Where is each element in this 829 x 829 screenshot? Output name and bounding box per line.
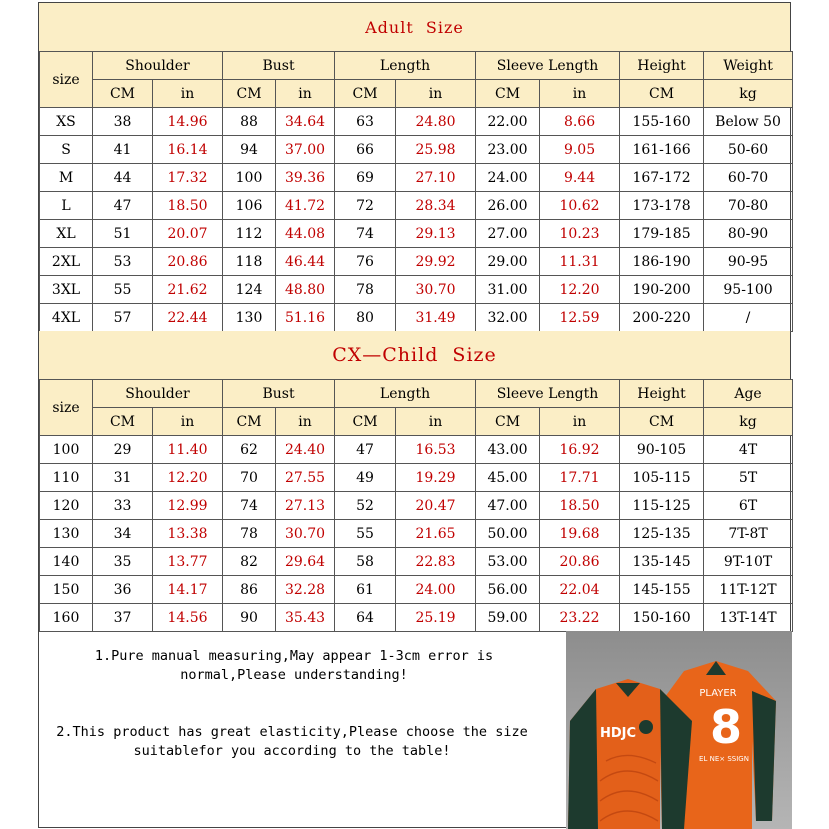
cell-height: 125-135 [620, 520, 704, 548]
unit-bust-in: in [276, 80, 335, 108]
cell-height: 90-105 [620, 436, 704, 464]
cell-length-in: 28.34 [396, 192, 476, 220]
table-row [40, 220, 793, 248]
age-header: Age [704, 380, 793, 408]
cell-bust-in: 29.64 [276, 548, 335, 576]
cell-length-cm: 66 [335, 136, 396, 164]
cell-size: 100 [40, 436, 93, 464]
cell-size: 3XL [40, 276, 93, 304]
cell-bust-cm: 88 [223, 108, 276, 136]
cell-shoulder-cm: 51 [93, 220, 153, 248]
size-header: size [40, 380, 93, 436]
unit-sleeve-cm: CM [476, 80, 540, 108]
cell-size: 120 [40, 492, 93, 520]
cell-shoulder-in: 12.99 [153, 492, 223, 520]
cell-bust-in: 34.64 [276, 108, 335, 136]
cell-size: 130 [40, 520, 93, 548]
adult-size-title: Adult Size [39, 3, 790, 51]
cell-bust-cm: 130 [223, 304, 276, 332]
cell-shoulder-cm: 35 [93, 548, 153, 576]
back-number-text: 8 [709, 700, 743, 754]
notes-panel [39, 631, 554, 828]
table-row [40, 192, 793, 220]
cell-bust-in: 46.44 [276, 248, 335, 276]
length-header: Length [335, 380, 476, 408]
child-size-table [39, 379, 793, 632]
cell-bust-cm: 62 [223, 436, 276, 464]
cell-shoulder-cm: 53 [93, 248, 153, 276]
cell-sleeve-cm: 59.00 [476, 604, 540, 632]
cell-size: 110 [40, 464, 93, 492]
cell-shoulder-cm: 37 [93, 604, 153, 632]
cell-height: 161-166 [620, 136, 704, 164]
unit-sleeve-cm: CM [476, 408, 540, 436]
cell-sleeve-in: 9.05 [540, 136, 620, 164]
unit-height-cm: CM [620, 408, 704, 436]
cell-length-cm: 80 [335, 304, 396, 332]
unit-bust-in: in [276, 408, 335, 436]
cell-sleeve-cm: 27.00 [476, 220, 540, 248]
cell-length-cm: 64 [335, 604, 396, 632]
cell-shoulder-in: 13.77 [153, 548, 223, 576]
cell-bust-cm: 106 [223, 192, 276, 220]
cell-sleeve-in: 8.66 [540, 108, 620, 136]
table-row [40, 604, 793, 632]
cell-sleeve-cm: 43.00 [476, 436, 540, 464]
cell-sleeve-in: 10.23 [540, 220, 620, 248]
cell-last: / [704, 304, 793, 332]
cell-shoulder-cm: 34 [93, 520, 153, 548]
cell-shoulder-cm: 47 [93, 192, 153, 220]
length-header: Length [335, 52, 476, 80]
cell-shoulder-cm: 38 [93, 108, 153, 136]
cell-sleeve-in: 23.22 [540, 604, 620, 632]
cell-bust-in: 51.16 [276, 304, 335, 332]
cell-size: 150 [40, 576, 93, 604]
cell-sleeve-in: 16.92 [540, 436, 620, 464]
cell-length-cm: 49 [335, 464, 396, 492]
child-header-row [40, 380, 793, 408]
cell-length-cm: 63 [335, 108, 396, 136]
cell-sleeve-in: 22.04 [540, 576, 620, 604]
cell-length-cm: 72 [335, 192, 396, 220]
cell-shoulder-in: 20.86 [153, 248, 223, 276]
table-row [40, 492, 793, 520]
cell-length-in: 24.00 [396, 576, 476, 604]
cell-shoulder-cm: 44 [93, 164, 153, 192]
cell-height: 190-200 [620, 276, 704, 304]
note-measuring: 1.Pure manual measuring,May appear 1-3cm error is normal,Please understanding! [94, 648, 502, 683]
table-row [40, 464, 793, 492]
cell-shoulder-in: 13.38 [153, 520, 223, 548]
table-row [40, 136, 793, 164]
cell-sleeve-cm: 31.00 [476, 276, 540, 304]
table-row [40, 436, 793, 464]
cell-bust-in: 27.55 [276, 464, 335, 492]
child-unit-row [40, 408, 793, 436]
child-size-title: CX—Child Size [39, 331, 790, 379]
unit-shoulder-in: in [153, 408, 223, 436]
unit-bust-cm: CM [223, 80, 276, 108]
sleeve-length-header: Sleeve Length [476, 380, 620, 408]
cell-height: 155-160 [620, 108, 704, 136]
back-name-text: PLAYER [699, 688, 737, 699]
table-row [40, 108, 793, 136]
cell-shoulder-in: 14.17 [153, 576, 223, 604]
cell-shoulder-in: 18.50 [153, 192, 223, 220]
table-row [40, 248, 793, 276]
cell-length-in: 22.83 [396, 548, 476, 576]
cell-height: 150-160 [620, 604, 704, 632]
cell-shoulder-in: 17.32 [153, 164, 223, 192]
cell-shoulder-cm: 29 [93, 436, 153, 464]
weight-header: Weight [704, 52, 793, 80]
cell-last: 11T-12T [704, 576, 793, 604]
cell-sleeve-in: 10.62 [540, 192, 620, 220]
cell-length-in: 21.65 [396, 520, 476, 548]
cell-sleeve-cm: 32.00 [476, 304, 540, 332]
cell-sleeve-cm: 22.00 [476, 108, 540, 136]
cell-sleeve-in: 9.44 [540, 164, 620, 192]
unit-weight-unit: kg [704, 80, 793, 108]
size-chart [38, 2, 791, 828]
table-row [40, 276, 793, 304]
cell-last: 7T-8T [704, 520, 793, 548]
cell-size: M [40, 164, 93, 192]
cell-length-cm: 74 [335, 220, 396, 248]
cell-shoulder-in: 14.56 [153, 604, 223, 632]
cell-bust-cm: 82 [223, 548, 276, 576]
adult-header-row [40, 52, 793, 80]
cell-sleeve-in: 18.50 [540, 492, 620, 520]
cell-bust-in: 27.13 [276, 492, 335, 520]
cell-length-cm: 47 [335, 436, 396, 464]
cell-sleeve-cm: 50.00 [476, 520, 540, 548]
cell-last: 60-70 [704, 164, 793, 192]
cell-bust-in: 37.00 [276, 136, 335, 164]
cell-length-cm: 55 [335, 520, 396, 548]
cell-length-cm: 61 [335, 576, 396, 604]
cell-shoulder-in: 16.14 [153, 136, 223, 164]
height-header: Height [620, 380, 704, 408]
cell-shoulder-in: 20.07 [153, 220, 223, 248]
cell-size: S [40, 136, 93, 164]
cell-shoulder-cm: 55 [93, 276, 153, 304]
cell-shoulder-in: 12.20 [153, 464, 223, 492]
cell-bust-in: 32.28 [276, 576, 335, 604]
cell-length-cm: 69 [335, 164, 396, 192]
cell-sleeve-cm: 29.00 [476, 248, 540, 276]
cell-bust-in: 30.70 [276, 520, 335, 548]
cell-bust-cm: 74 [223, 492, 276, 520]
adult-size-table [39, 51, 793, 332]
cell-last: Below 50 [704, 108, 793, 136]
cell-height: 186-190 [620, 248, 704, 276]
cell-bust-cm: 86 [223, 576, 276, 604]
table-row [40, 304, 793, 332]
cell-sleeve-cm: 45.00 [476, 464, 540, 492]
cell-shoulder-cm: 57 [93, 304, 153, 332]
cell-bust-cm: 90 [223, 604, 276, 632]
shoulder-header: Shoulder [93, 380, 223, 408]
adult-unit-row [40, 80, 793, 108]
cell-length-in: 20.47 [396, 492, 476, 520]
cell-shoulder-cm: 33 [93, 492, 153, 520]
unit-height-cm: CM [620, 80, 704, 108]
cell-length-cm: 76 [335, 248, 396, 276]
cell-last: 70-80 [704, 192, 793, 220]
cell-length-in: 25.19 [396, 604, 476, 632]
cell-sleeve-cm: 53.00 [476, 548, 540, 576]
cell-length-in: 19.29 [396, 464, 476, 492]
jersey-product-photo [566, 631, 792, 829]
cell-height: 145-155 [620, 576, 704, 604]
cell-bust-in: 48.80 [276, 276, 335, 304]
cell-height: 173-178 [620, 192, 704, 220]
cell-bust-in: 24.40 [276, 436, 335, 464]
cell-bust-cm: 112 [223, 220, 276, 248]
cell-size: 4XL [40, 304, 93, 332]
cell-sleeve-in: 11.31 [540, 248, 620, 276]
cell-height: 179-185 [620, 220, 704, 248]
cell-length-cm: 58 [335, 548, 396, 576]
front-print-text: HDJC [599, 726, 637, 741]
cell-length-in: 30.70 [396, 276, 476, 304]
shoulder-header: Shoulder [93, 52, 223, 80]
cell-shoulder-in: 21.62 [153, 276, 223, 304]
cell-bust-cm: 100 [223, 164, 276, 192]
cell-length-in: 29.13 [396, 220, 476, 248]
cell-height: 167-172 [620, 164, 704, 192]
cell-bust-cm: 78 [223, 520, 276, 548]
cell-size: 2XL [40, 248, 93, 276]
unit-shoulder-cm: CM [93, 80, 153, 108]
cell-shoulder-in: 14.96 [153, 108, 223, 136]
unit-length-cm: CM [335, 408, 396, 436]
cell-size: 160 [40, 604, 93, 632]
table-row [40, 164, 793, 192]
cell-last: 6T [704, 492, 793, 520]
table-row [40, 520, 793, 548]
table-row [40, 548, 793, 576]
unit-length-cm: CM [335, 80, 396, 108]
cell-length-cm: 78 [335, 276, 396, 304]
cell-bust-cm: 94 [223, 136, 276, 164]
unit-shoulder-in: in [153, 80, 223, 108]
unit-sleeve-in: in [540, 80, 620, 108]
cell-shoulder-in: 11.40 [153, 436, 223, 464]
size-header: size [40, 52, 93, 108]
cell-bust-in: 39.36 [276, 164, 335, 192]
cell-shoulder-cm: 31 [93, 464, 153, 492]
bust-header: Bust [223, 52, 335, 80]
sleeve-length-header: Sleeve Length [476, 52, 620, 80]
cell-shoulder-in: 22.44 [153, 304, 223, 332]
cell-sleeve-in: 12.59 [540, 304, 620, 332]
cell-last: 50-60 [704, 136, 793, 164]
cell-bust-cm: 70 [223, 464, 276, 492]
cell-bust-in: 44.08 [276, 220, 335, 248]
cell-length-in: 31.49 [396, 304, 476, 332]
cell-last: 13T-14T [704, 604, 793, 632]
cell-sleeve-cm: 47.00 [476, 492, 540, 520]
cell-sleeve-cm: 26.00 [476, 192, 540, 220]
cell-bust-cm: 124 [223, 276, 276, 304]
cell-size: XL [40, 220, 93, 248]
cell-last: 9T-10T [704, 548, 793, 576]
cell-length-in: 29.92 [396, 248, 476, 276]
cell-last: 95-100 [704, 276, 793, 304]
cell-bust-in: 41.72 [276, 192, 335, 220]
cell-shoulder-cm: 41 [93, 136, 153, 164]
cell-length-cm: 52 [335, 492, 396, 520]
cell-bust-in: 35.43 [276, 604, 335, 632]
cell-shoulder-cm: 36 [93, 576, 153, 604]
cell-sleeve-cm: 24.00 [476, 164, 540, 192]
unit-length-in: in [396, 408, 476, 436]
unit-bust-cm: CM [223, 408, 276, 436]
cell-sleeve-in: 19.68 [540, 520, 620, 548]
cell-size: XS [40, 108, 93, 136]
cell-length-in: 25.98 [396, 136, 476, 164]
cell-size: L [40, 192, 93, 220]
note-elasticity: 2.This product has great elasticity,Please choose the size suitablefor you according to the table! [56, 724, 536, 759]
cell-length-in: 24.80 [396, 108, 476, 136]
cell-bust-cm: 118 [223, 248, 276, 276]
unit-weight-unit: kg [704, 408, 793, 436]
cell-length-in: 27.10 [396, 164, 476, 192]
cell-last: 90-95 [704, 248, 793, 276]
cell-last: 4T [704, 436, 793, 464]
cell-last: 5T [704, 464, 793, 492]
cell-sleeve-cm: 56.00 [476, 576, 540, 604]
cell-length-in: 16.53 [396, 436, 476, 464]
unit-shoulder-cm: CM [93, 408, 153, 436]
jersey-illustration [566, 631, 792, 829]
cell-size: 140 [40, 548, 93, 576]
unit-sleeve-in: in [540, 408, 620, 436]
cell-height: 105-115 [620, 464, 704, 492]
cell-sleeve-in: 17.71 [540, 464, 620, 492]
unit-length-in: in [396, 80, 476, 108]
cell-height: 115-125 [620, 492, 704, 520]
back-sponsor-text: EL NE× SSIGN [699, 755, 749, 763]
cell-height: 200-220 [620, 304, 704, 332]
cell-sleeve-in: 12.20 [540, 276, 620, 304]
cell-sleeve-in: 20.86 [540, 548, 620, 576]
cell-sleeve-cm: 23.00 [476, 136, 540, 164]
height-header: Height [620, 52, 704, 80]
cell-height: 135-145 [620, 548, 704, 576]
cell-last: 80-90 [704, 220, 793, 248]
bust-header: Bust [223, 380, 335, 408]
table-row [40, 576, 793, 604]
